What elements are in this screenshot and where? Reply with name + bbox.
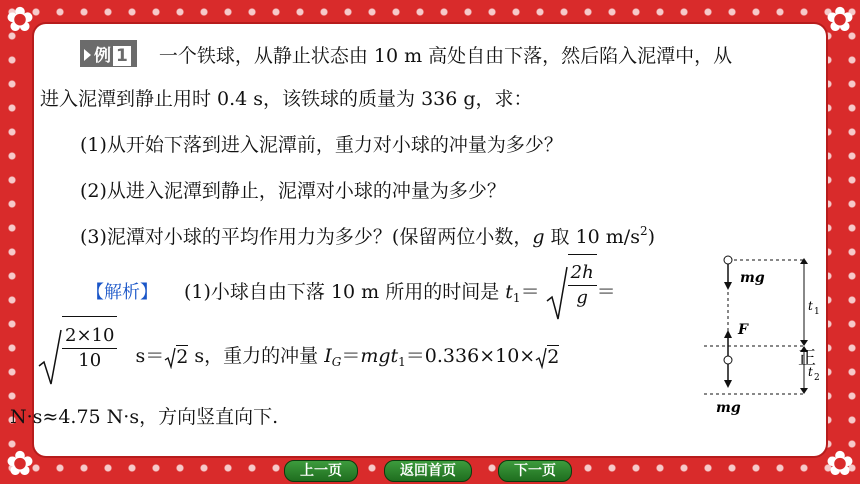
solution-line-1: 【解析】 (1)小球自由下落 10 m 所用的时间是 $t_1=$ $\frac{2h}{g}$ ＝ [86, 262, 616, 328]
radical-sign-icon [164, 347, 176, 369]
next-page-button[interactable]: 下一页 [498, 460, 572, 482]
gravity-label-top: mg [740, 270, 765, 286]
corner-ornament-icon: ✿ [825, 0, 855, 40]
t1-sub: 1 [814, 307, 820, 317]
problem-line-1: 例 1 一个铁球，从静止状态由 10 m 高处自由下落，然后陷入泥潭中，从 [80, 40, 732, 68]
corner-ornament-icon: ✿ [5, 444, 35, 484]
force-diagram [666, 252, 826, 422]
radical-sign-icon [38, 328, 62, 388]
slide-content [10, 26, 824, 454]
example-tag: 例 1 [80, 40, 137, 67]
radical-sign-icon [546, 265, 568, 323]
solution-line-2: $\frac{2\times 10}{10}$ s＝ 2 s，重力的冲量 $I_G=mgt_1=0.336\times 10\times 2$ [38, 326, 559, 392]
t2-sub: 2 [814, 373, 820, 383]
prev-page-button[interactable]: 上一页 [284, 460, 358, 482]
sqrt-2x10-over-10: $\frac{2\times 10}{10}$ [38, 327, 117, 388]
radical-sign-icon [535, 347, 547, 369]
home-button[interactable]: 返回首页 [384, 460, 472, 482]
t2-label: t [808, 365, 813, 379]
problem-line-2: 进入泥潭到静止用时 0.4 s，该铁球的质量为 336 g，求： [40, 88, 533, 110]
gravity-label-bottom: mg [716, 400, 741, 416]
corner-ornament-icon: ✿ [825, 444, 855, 484]
sqrt-2: 2 [535, 327, 559, 387]
t1-label: t [808, 299, 813, 313]
solution-label: 【解析】 [86, 282, 158, 303]
corner-ornament-icon: ✿ [5, 0, 35, 40]
question-1: (1)从开始下落到进入泥潭前，重力对小球的冲量为多少？ [80, 134, 563, 156]
sqrt-2: 2 [164, 327, 188, 387]
question-2: (2)从进入泥潭到静止，泥潭对小球的冲量为多少？ [80, 180, 506, 202]
force-label: F [738, 322, 748, 338]
solution-line-3: N·s≈4.75 N·s，方向竖直向下. [10, 406, 279, 428]
question-3: (3)泥潭对小球的平均作用力为多少？(保留两位小数，g 取 10 $m/s^2$) [80, 224, 656, 248]
positive-direction-label: 正 [798, 348, 816, 369]
sqrt-2h-over-g: $\frac{2h}{g}$ [546, 263, 597, 323]
triangle-icon [84, 49, 91, 61]
